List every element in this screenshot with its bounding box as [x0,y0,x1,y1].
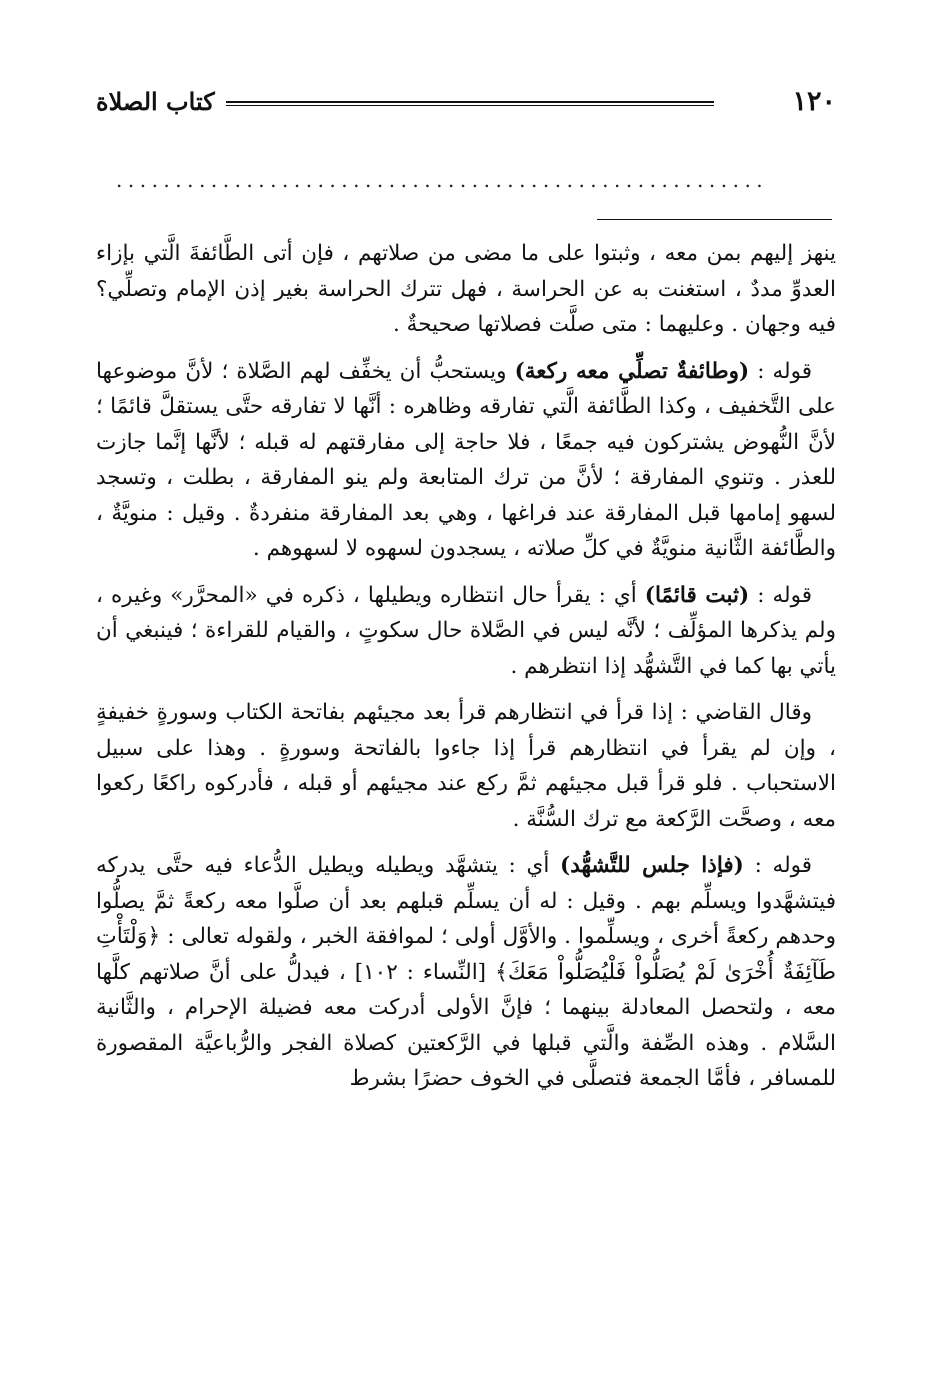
quoted-phrase: (ثبت قائمًا) [644,582,750,608]
page-number: ١٢٠ [792,86,836,117]
paragraph-lead: قوله : [743,853,813,878]
paragraph-lead: قوله : [749,358,812,384]
paragraph-text: ينهز إليهم بمن معه ، وثبتوا على ما مضى من صلاتهم ، فإن أتى الطَّائفةَ الَّتي بإزاء العدوِّ مددٌ ، استغنت به عن الحراسة ، فهل تترك الحراسة بغير إذن الإمام وتصلِّي؟ فيه وجهان . وعليهما : متى صلَّت فصلاتها صحيحةٌ . [96,241,836,337]
quoted-phrase: (وطائفةٌ تصلِّي معه ركعة) [514,358,750,384]
page-header [96,84,836,120]
paragraph-text-tail: [النِّساء : ١٠٢] ، فيدلُّ على أنَّ صلاتهم كلَّها معه ، ولتحصل المعادلة بينهما ؛ فإنَّ الأولى أدركت معه فضيلة الإحرام ، والثَّانية السَّلام . وهذه الصِّفة والَّتي قبلها في الرَّكعتين كصلاة الفجر والرُّباعيَّة المقصورة للمسافر ، فأمَّا الجمعة فتصلَّى في الخوف حضرًا بشرط [96,959,836,1091]
paragraph-3 [96,578,836,685]
footnote-rule [597,219,832,220]
paragraph-text: أي : يتشهَّد ويطيله ويطيل الدُّعاء فيه حتَّى يدركه فيتشهَّدوا ويسلِّم بهم . وقيل : له أن يسلِّم قبلهم بعد أن صلَّوا معه ركعةً ثمَّ يصلُّوا وحدهم ركعةً أخرى ، ويسلِّموا . والأوَّل أولى ؛ لموافقة الخبر ، ولقوله تعالى : [96,853,836,949]
quran-verse: ﴿وَلْتَأْتِ طَآئِفَةٌ أُخْرَىٰ لَمْ يُصَلُّواْ فَلْيُصَلُّواْ مَعَكَ﴾ [96,924,836,985]
paragraph-1 [96,236,836,343]
paragraph-4 [96,695,836,837]
dotted-separator: ....................................................... [116,170,769,190]
body-text [96,236,836,1108]
paragraph-2 [96,354,836,567]
paragraph-5 [96,848,836,1097]
paragraph-lead: قوله : [749,582,812,608]
quoted-phrase: (فإذا جلس للتَّشهُّد) [560,853,744,878]
paragraph-text: وقال القاضي : إذا قرأ في انتظارهم قرأ بعد مجيئهم بفاتحة الكتاب وسورةٍ خفيفةٍ ، وإن لم يقرأ في انتظارهم قرأ إذا جاءوا بالفاتحة وسورةٍ . وهذا على سبيل الاستحباب . فلو قرأ قبل مجيئهم ثمَّ ركع عند مجيئهم أو قبله ، فأدركوه راكعًا ركعوا معه ، وصحَّت الرَّكعة مع ترك السُّنَّة . [96,700,836,832]
header-rule [226,101,714,106]
paragraph-text: أي : يقرأ حال انتظاره ويطيلها ، ذكره في «المحرَّر» وغيره ، ولم يذكرها المؤلِّف ؛ لأنَّه ليس في الصَّلاة حال سكوتٍ ، والقيام للقراءة ؛ فينبغي أن يأتي بها كما في التَّشهُّد إذا انتظرهم . [96,582,836,679]
paragraph-text: ويستحبُّ أن يخفِّف لهم الصَّلاة ؛ لأنَّ موضوعها على التَّخفيف ، وكذا الطَّائفة الَّتي تفارقه وظاهره : أنَّها لا تفارقه حتَّى يستقلَّ قائمًا ؛ لأنَّ النُّهوض يشتركون فيه جمعًا ، فلا حاجة إلى مفارقتهم له قبله ؛ لأنَّها إنَّما جازت للعذر . وتنوي المفارقة ؛ لأنَّ من ترك المتابعة ولم ينو المفارقة ، بطلت ، وتسجد لسهو إمامها قبل المفارقة عند فراغها ، وهي بعد المفارقة منفردةٌ . وقيل : منويَّةٌ ، والطَّائفة الثَّانية منويَّةٌ في كلِّ صلاته ، يسجدون لسهوه لا لسهوهم . [96,358,836,561]
book-title: كتاب الصلاة [96,87,215,116]
